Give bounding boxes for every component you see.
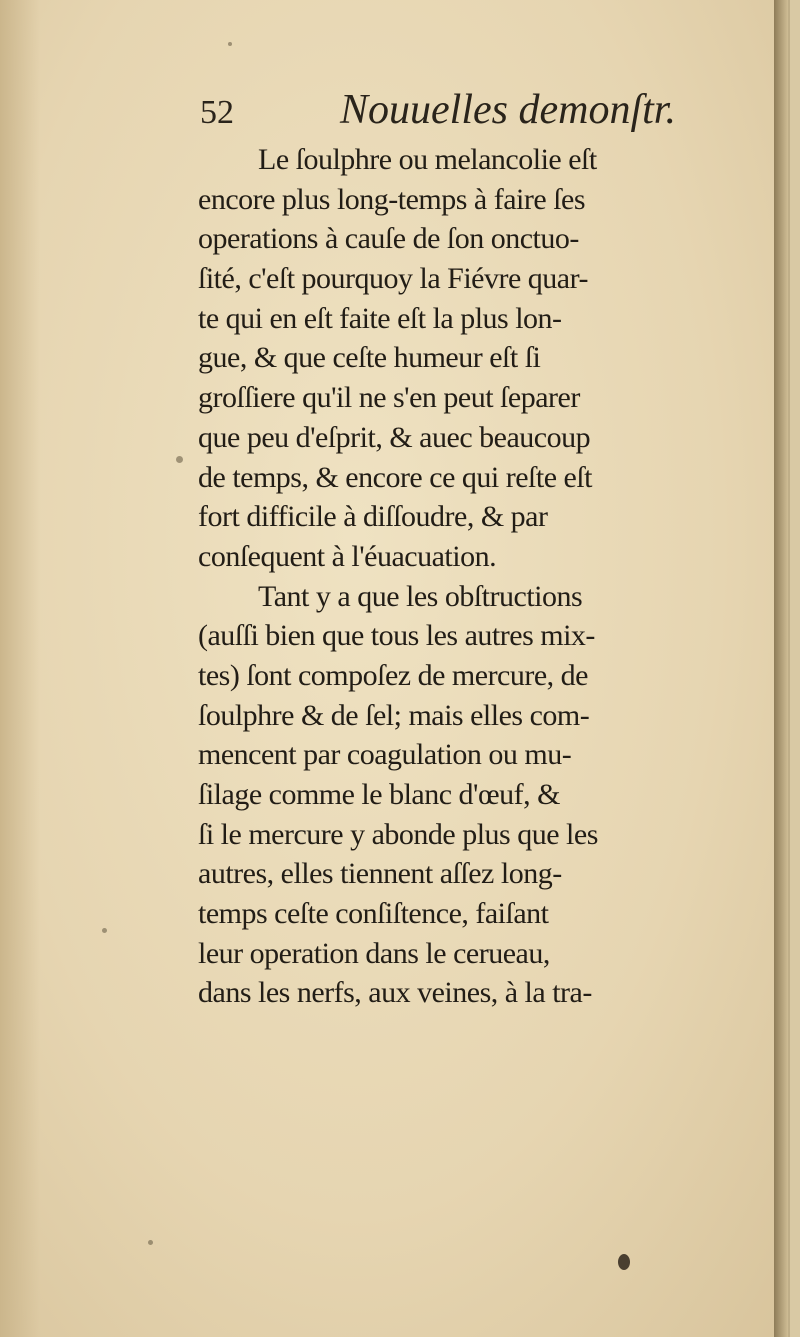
text-line: te qui en eſt faite eſt la plus lon- bbox=[198, 301, 562, 335]
body-text bbox=[198, 140, 790, 1013]
text-line: ſi le mercure y abonde plus que les bbox=[198, 817, 598, 851]
text-line: ſoulphre & de ſel; mais elles com- bbox=[198, 698, 590, 732]
running-title: Nouuelles demonſtr. bbox=[340, 87, 676, 133]
page-gutter-shadow bbox=[0, 0, 40, 1337]
text-line: tes) ſont compoſez de mercure, de bbox=[198, 658, 588, 692]
text-line: ſilage comme le blanc d'œuf, & bbox=[198, 778, 560, 811]
text-line: conſequent à l'éuacuation. bbox=[198, 539, 497, 573]
text-line: fort difficile à diſſoudre, & par bbox=[198, 500, 548, 534]
text-line: leur operation dans le cerueau, bbox=[198, 936, 550, 970]
text-line: encore plus long-temps à faire ſes bbox=[198, 182, 586, 216]
text-line: ſité, c'eſt pourquoy la Fiévre quar- bbox=[198, 262, 589, 296]
text-line: Le ſoulphre ou melancolie eſt bbox=[258, 143, 597, 176]
text-line: temps ceſte conſiſtence, faiſant bbox=[198, 897, 549, 931]
text-line: de temps, & encore ce qui reſte eſt bbox=[198, 460, 592, 494]
ink-dot-ornament bbox=[618, 1254, 630, 1270]
text-line: (auſſi bien que tous les autres mix- bbox=[198, 619, 595, 653]
text-line: Tant y a que les obſtructions bbox=[258, 579, 583, 613]
text-line: gue, & que ceſte humeur eſt ſi bbox=[198, 341, 541, 375]
text-line: que peu d'eſprit, & auec beaucoup bbox=[198, 420, 591, 454]
ink-speck bbox=[176, 456, 183, 463]
ink-speck bbox=[148, 1240, 153, 1245]
page-number: 52 bbox=[200, 94, 234, 131]
ink-speck bbox=[102, 928, 107, 933]
text-line: groſſiere qu'il ne s'en peut ſeparer bbox=[198, 381, 580, 415]
text-line: autres, elles tiennent aſſez long- bbox=[198, 857, 562, 891]
text-line: operations à cauſe de ſon onctuo- bbox=[198, 222, 579, 256]
text-line: mencent par coagulation ou mu- bbox=[198, 738, 572, 772]
page-header bbox=[200, 86, 760, 146]
text-line: dans les nerfs, aux veines, à la tra- bbox=[198, 976, 592, 1010]
ink-speck bbox=[228, 42, 232, 46]
